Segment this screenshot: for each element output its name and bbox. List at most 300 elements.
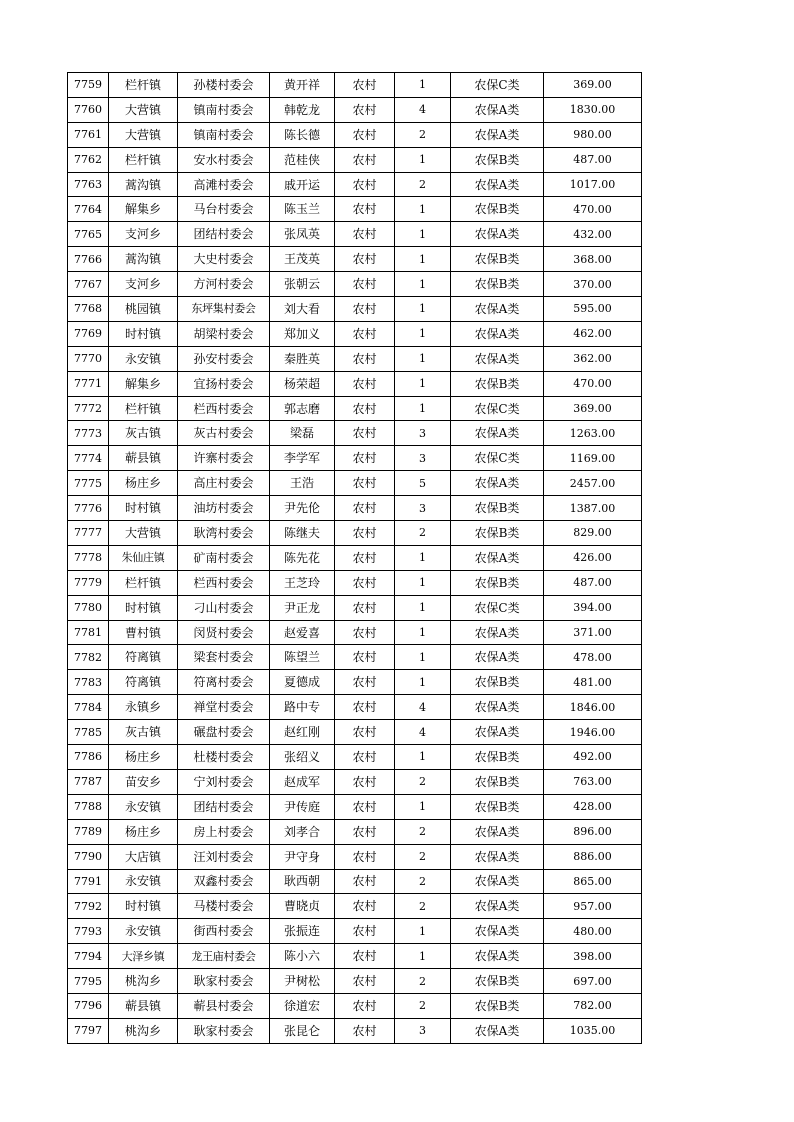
cell-id: 7767 <box>68 272 109 297</box>
cell-id: 7763 <box>68 172 109 197</box>
table-row <box>68 297 642 322</box>
table-row <box>68 645 642 670</box>
cell-count: 1 <box>395 645 451 670</box>
cell-id: 7795 <box>68 969 109 994</box>
cell-village: 镇南村委会 <box>178 122 270 147</box>
cell-amount: 1017.00 <box>544 172 642 197</box>
cell-type: 农村 <box>335 819 395 844</box>
table-row <box>68 894 642 919</box>
cell-village: 汪刘村委会 <box>178 844 270 869</box>
table-row <box>68 720 642 745</box>
cell-village: 孙楼村委会 <box>178 73 270 98</box>
cell-amount: 432.00 <box>544 222 642 247</box>
cell-amount: 428.00 <box>544 794 642 819</box>
cell-category: 农保A类 <box>451 346 544 371</box>
cell-type: 农村 <box>335 695 395 720</box>
cell-count: 2 <box>395 869 451 894</box>
cell-type: 农村 <box>335 247 395 272</box>
cell-town: 蕲县镇 <box>109 446 178 471</box>
cell-village: 房上村委会 <box>178 819 270 844</box>
cell-town: 朱仙庄镇 <box>109 545 178 570</box>
cell-name: 张绍义 <box>270 745 335 770</box>
cell-village: 龙王庙村委会 <box>178 944 270 969</box>
cell-id: 7787 <box>68 769 109 794</box>
cell-village: 胡梁村委会 <box>178 321 270 346</box>
cell-amount: 1387.00 <box>544 496 642 521</box>
cell-id: 7776 <box>68 496 109 521</box>
cell-amount: 470.00 <box>544 197 642 222</box>
cell-count: 2 <box>395 819 451 844</box>
table-row <box>68 321 642 346</box>
cell-id: 7759 <box>68 73 109 98</box>
cell-amount: 697.00 <box>544 969 642 994</box>
cell-id: 7789 <box>68 819 109 844</box>
cell-category: 农保B类 <box>451 993 544 1018</box>
cell-town: 大营镇 <box>109 122 178 147</box>
cell-category: 农保B类 <box>451 521 544 546</box>
cell-town: 蒿沟镇 <box>109 247 178 272</box>
cell-name: 范桂侠 <box>270 147 335 172</box>
cell-amount: 362.00 <box>544 346 642 371</box>
cell-count: 1 <box>395 321 451 346</box>
cell-amount: 369.00 <box>544 396 642 421</box>
cell-amount: 487.00 <box>544 570 642 595</box>
cell-id: 7775 <box>68 471 109 496</box>
cell-category: 农保A类 <box>451 695 544 720</box>
cell-amount: 487.00 <box>544 147 642 172</box>
table-row <box>68 247 642 272</box>
cell-name: 尹正龙 <box>270 595 335 620</box>
cell-id: 7786 <box>68 745 109 770</box>
cell-town: 永安镇 <box>109 794 178 819</box>
cell-count: 1 <box>395 197 451 222</box>
table-row <box>68 620 642 645</box>
cell-town: 时村镇 <box>109 496 178 521</box>
cell-town: 支河乡 <box>109 222 178 247</box>
table-row <box>68 197 642 222</box>
cell-name: 陈先花 <box>270 545 335 570</box>
cell-count: 3 <box>395 421 451 446</box>
cell-type: 农村 <box>335 122 395 147</box>
cell-town: 永镇乡 <box>109 695 178 720</box>
cell-amount: 1035.00 <box>544 1018 642 1043</box>
cell-town: 杨庄乡 <box>109 819 178 844</box>
cell-count: 2 <box>395 122 451 147</box>
cell-id: 7794 <box>68 944 109 969</box>
cell-village: 马台村委会 <box>178 197 270 222</box>
cell-type: 农村 <box>335 321 395 346</box>
cell-category: 农保A类 <box>451 97 544 122</box>
cell-town: 杨庄乡 <box>109 471 178 496</box>
cell-village: 孙安村委会 <box>178 346 270 371</box>
cell-name: 曹晓贞 <box>270 894 335 919</box>
cell-amount: 1846.00 <box>544 695 642 720</box>
cell-type: 农村 <box>335 297 395 322</box>
cell-id: 7791 <box>68 869 109 894</box>
cell-amount: 829.00 <box>544 521 642 546</box>
cell-id: 7782 <box>68 645 109 670</box>
cell-id: 7760 <box>68 97 109 122</box>
cell-count: 1 <box>395 620 451 645</box>
table-row <box>68 919 642 944</box>
cell-name: 黄开祥 <box>270 73 335 98</box>
cell-amount: 480.00 <box>544 919 642 944</box>
cell-name: 李学军 <box>270 446 335 471</box>
cell-name: 秦胜英 <box>270 346 335 371</box>
cell-town: 曹村镇 <box>109 620 178 645</box>
cell-amount: 2457.00 <box>544 471 642 496</box>
cell-town: 栏杆镇 <box>109 570 178 595</box>
cell-count: 1 <box>395 745 451 770</box>
cell-village: 符离村委会 <box>178 670 270 695</box>
cell-name: 夏德成 <box>270 670 335 695</box>
table-row <box>68 695 642 720</box>
cell-count: 2 <box>395 993 451 1018</box>
cell-town: 桃沟乡 <box>109 969 178 994</box>
cell-town: 桃沟乡 <box>109 1018 178 1043</box>
cell-town: 栏杆镇 <box>109 147 178 172</box>
cell-name: 王浩 <box>270 471 335 496</box>
cell-village: 禅堂村委会 <box>178 695 270 720</box>
cell-category: 农保A类 <box>451 919 544 944</box>
cell-village: 碾盘村委会 <box>178 720 270 745</box>
cell-type: 农村 <box>335 844 395 869</box>
cell-count: 5 <box>395 471 451 496</box>
cell-village: 耿家村委会 <box>178 969 270 994</box>
cell-name: 尹守身 <box>270 844 335 869</box>
cell-count: 2 <box>395 769 451 794</box>
cell-id: 7785 <box>68 720 109 745</box>
cell-category: 农保B类 <box>451 197 544 222</box>
cell-category: 农保A类 <box>451 620 544 645</box>
cell-type: 农村 <box>335 894 395 919</box>
cell-village: 安水村委会 <box>178 147 270 172</box>
roster-table <box>67 72 642 1044</box>
cell-id: 7770 <box>68 346 109 371</box>
table-row <box>68 869 642 894</box>
cell-type: 农村 <box>335 620 395 645</box>
cell-type: 农村 <box>335 670 395 695</box>
cell-count: 1 <box>395 944 451 969</box>
cell-category: 农保C类 <box>451 446 544 471</box>
cell-type: 农村 <box>335 645 395 670</box>
cell-type: 农村 <box>335 794 395 819</box>
cell-name: 杨荣超 <box>270 371 335 396</box>
cell-type: 农村 <box>335 521 395 546</box>
cell-count: 3 <box>395 446 451 471</box>
cell-town: 栏杆镇 <box>109 73 178 98</box>
cell-village: 方河村委会 <box>178 272 270 297</box>
cell-name: 王茂英 <box>270 247 335 272</box>
cell-type: 农村 <box>335 421 395 446</box>
cell-amount: 1830.00 <box>544 97 642 122</box>
cell-type: 农村 <box>335 745 395 770</box>
cell-id: 7796 <box>68 993 109 1018</box>
cell-id: 7774 <box>68 446 109 471</box>
cell-count: 1 <box>395 545 451 570</box>
cell-name: 陈长德 <box>270 122 335 147</box>
cell-id: 7792 <box>68 894 109 919</box>
table-row <box>68 944 642 969</box>
cell-amount: 369.00 <box>544 73 642 98</box>
cell-name: 陈玉兰 <box>270 197 335 222</box>
cell-category: 农保A类 <box>451 122 544 147</box>
cell-village: 双鑫村委会 <box>178 869 270 894</box>
cell-amount: 478.00 <box>544 645 642 670</box>
cell-category: 农保A类 <box>451 321 544 346</box>
cell-name: 尹先伦 <box>270 496 335 521</box>
cell-village: 耿湾村委会 <box>178 521 270 546</box>
cell-count: 2 <box>395 521 451 546</box>
cell-count: 1 <box>395 272 451 297</box>
cell-category: 农保B类 <box>451 147 544 172</box>
cell-town: 灰古镇 <box>109 720 178 745</box>
cell-village: 梁套村委会 <box>178 645 270 670</box>
cell-amount: 394.00 <box>544 595 642 620</box>
cell-type: 农村 <box>335 371 395 396</box>
table-row <box>68 222 642 247</box>
table-row <box>68 471 642 496</box>
cell-id: 7778 <box>68 545 109 570</box>
cell-name: 王芝玲 <box>270 570 335 595</box>
cell-id: 7772 <box>68 396 109 421</box>
cell-category: 农保A类 <box>451 819 544 844</box>
cell-name: 郑加义 <box>270 321 335 346</box>
cell-category: 农保B类 <box>451 969 544 994</box>
cell-town: 时村镇 <box>109 595 178 620</box>
cell-village: 宁刘村委会 <box>178 769 270 794</box>
cell-name: 郭志磨 <box>270 396 335 421</box>
cell-count: 3 <box>395 1018 451 1043</box>
cell-town: 永安镇 <box>109 346 178 371</box>
cell-category: 农保B类 <box>451 570 544 595</box>
cell-id: 7781 <box>68 620 109 645</box>
cell-town: 解集乡 <box>109 197 178 222</box>
cell-name: 陈望兰 <box>270 645 335 670</box>
cell-amount: 957.00 <box>544 894 642 919</box>
cell-amount: 470.00 <box>544 371 642 396</box>
cell-count: 1 <box>395 595 451 620</box>
cell-count: 1 <box>395 346 451 371</box>
cell-id: 7761 <box>68 122 109 147</box>
cell-town: 支河乡 <box>109 272 178 297</box>
cell-category: 农保B类 <box>451 247 544 272</box>
cell-count: 1 <box>395 570 451 595</box>
cell-count: 4 <box>395 97 451 122</box>
cell-id: 7784 <box>68 695 109 720</box>
cell-count: 2 <box>395 894 451 919</box>
table-row <box>68 371 642 396</box>
table-row <box>68 1018 642 1043</box>
cell-count: 2 <box>395 844 451 869</box>
cell-category: 农保B类 <box>451 272 544 297</box>
cell-category: 农保A类 <box>451 944 544 969</box>
cell-name: 陈继夫 <box>270 521 335 546</box>
cell-village: 大史村委会 <box>178 247 270 272</box>
table-row <box>68 969 642 994</box>
cell-town: 大营镇 <box>109 97 178 122</box>
cell-name: 张凤英 <box>270 222 335 247</box>
cell-name: 刘大看 <box>270 297 335 322</box>
cell-village: 镇南村委会 <box>178 97 270 122</box>
table-row <box>68 496 642 521</box>
cell-type: 农村 <box>335 446 395 471</box>
cell-count: 1 <box>395 147 451 172</box>
cell-type: 农村 <box>335 222 395 247</box>
table-row <box>68 844 642 869</box>
cell-town: 解集乡 <box>109 371 178 396</box>
roster-body <box>68 73 642 1044</box>
table-row <box>68 670 642 695</box>
table-row <box>68 794 642 819</box>
cell-town: 栏杆镇 <box>109 396 178 421</box>
table-row <box>68 521 642 546</box>
cell-id: 7766 <box>68 247 109 272</box>
cell-amount: 370.00 <box>544 272 642 297</box>
cell-name: 陈小六 <box>270 944 335 969</box>
cell-type: 农村 <box>335 769 395 794</box>
cell-town: 杨庄乡 <box>109 745 178 770</box>
cell-village: 马楼村委会 <box>178 894 270 919</box>
cell-name: 耿西朝 <box>270 869 335 894</box>
cell-amount: 492.00 <box>544 745 642 770</box>
cell-category: 农保A类 <box>451 869 544 894</box>
cell-id: 7773 <box>68 421 109 446</box>
cell-type: 农村 <box>335 471 395 496</box>
table-row <box>68 769 642 794</box>
table-row <box>68 570 642 595</box>
cell-id: 7783 <box>68 670 109 695</box>
cell-type: 农村 <box>335 97 395 122</box>
cell-count: 1 <box>395 222 451 247</box>
cell-type: 农村 <box>335 1018 395 1043</box>
cell-amount: 886.00 <box>544 844 642 869</box>
table-row <box>68 346 642 371</box>
cell-village: 耿家村委会 <box>178 1018 270 1043</box>
cell-category: 农保A类 <box>451 421 544 446</box>
cell-count: 1 <box>395 73 451 98</box>
cell-name: 戚开运 <box>270 172 335 197</box>
cell-village: 灰古村委会 <box>178 421 270 446</box>
cell-count: 4 <box>395 720 451 745</box>
cell-town: 蕲县镇 <box>109 993 178 1018</box>
cell-category: 农保A类 <box>451 645 544 670</box>
cell-type: 农村 <box>335 944 395 969</box>
cell-category: 农保A类 <box>451 172 544 197</box>
cell-type: 农村 <box>335 869 395 894</box>
cell-amount: 1263.00 <box>544 421 642 446</box>
cell-name: 赵红刚 <box>270 720 335 745</box>
cell-village: 东坪集村委会 <box>178 297 270 322</box>
cell-village: 杜楼村委会 <box>178 745 270 770</box>
table-row <box>68 396 642 421</box>
cell-amount: 398.00 <box>544 944 642 969</box>
cell-category: 农保A类 <box>451 222 544 247</box>
cell-village: 高滩村委会 <box>178 172 270 197</box>
table-row <box>68 73 642 98</box>
table-row <box>68 545 642 570</box>
cell-village: 团结村委会 <box>178 222 270 247</box>
table-row <box>68 97 642 122</box>
cell-village: 栏西村委会 <box>178 570 270 595</box>
cell-name: 刘孝合 <box>270 819 335 844</box>
cell-village: 矿南村委会 <box>178 545 270 570</box>
cell-category: 农保B类 <box>451 496 544 521</box>
table-row <box>68 172 642 197</box>
cell-count: 1 <box>395 794 451 819</box>
cell-village: 闵贤村委会 <box>178 620 270 645</box>
cell-town: 永安镇 <box>109 869 178 894</box>
table-row <box>68 993 642 1018</box>
cell-name: 尹传庭 <box>270 794 335 819</box>
cell-category: 农保A类 <box>451 894 544 919</box>
cell-town: 时村镇 <box>109 894 178 919</box>
cell-type: 农村 <box>335 346 395 371</box>
cell-category: 农保C类 <box>451 595 544 620</box>
cell-type: 农村 <box>335 595 395 620</box>
cell-id: 7768 <box>68 297 109 322</box>
cell-amount: 462.00 <box>544 321 642 346</box>
cell-category: 农保A类 <box>451 1018 544 1043</box>
cell-id: 7765 <box>68 222 109 247</box>
cell-village: 蕲县村委会 <box>178 993 270 1018</box>
cell-town: 大营镇 <box>109 521 178 546</box>
cell-amount: 371.00 <box>544 620 642 645</box>
cell-count: 1 <box>395 919 451 944</box>
cell-type: 农村 <box>335 73 395 98</box>
cell-name: 张昆仑 <box>270 1018 335 1043</box>
cell-id: 7788 <box>68 794 109 819</box>
cell-amount: 896.00 <box>544 819 642 844</box>
cell-category: 农保B类 <box>451 670 544 695</box>
cell-id: 7790 <box>68 844 109 869</box>
cell-type: 农村 <box>335 147 395 172</box>
cell-type: 农村 <box>335 172 395 197</box>
cell-count: 1 <box>395 371 451 396</box>
cell-id: 7764 <box>68 197 109 222</box>
cell-amount: 368.00 <box>544 247 642 272</box>
cell-amount: 980.00 <box>544 122 642 147</box>
cell-town: 大店镇 <box>109 844 178 869</box>
cell-count: 2 <box>395 172 451 197</box>
cell-count: 2 <box>395 969 451 994</box>
cell-amount: 595.00 <box>544 297 642 322</box>
cell-village: 刁山村委会 <box>178 595 270 620</box>
cell-count: 1 <box>395 297 451 322</box>
cell-type: 农村 <box>335 496 395 521</box>
table-row <box>68 122 642 147</box>
cell-category: 农保C类 <box>451 73 544 98</box>
cell-category: 农保B类 <box>451 745 544 770</box>
cell-category: 农保B类 <box>451 794 544 819</box>
cell-category: 农保A类 <box>451 844 544 869</box>
cell-name: 张朝云 <box>270 272 335 297</box>
cell-id: 7769 <box>68 321 109 346</box>
cell-amount: 865.00 <box>544 869 642 894</box>
table-row <box>68 421 642 446</box>
cell-village: 街西村委会 <box>178 919 270 944</box>
table-row <box>68 745 642 770</box>
cell-category: 农保B类 <box>451 371 544 396</box>
cell-amount: 1946.00 <box>544 720 642 745</box>
cell-count: 1 <box>395 247 451 272</box>
cell-village: 高庄村委会 <box>178 471 270 496</box>
cell-id: 7779 <box>68 570 109 595</box>
cell-category: 农保C类 <box>451 396 544 421</box>
cell-type: 农村 <box>335 197 395 222</box>
cell-type: 农村 <box>335 545 395 570</box>
cell-amount: 782.00 <box>544 993 642 1018</box>
